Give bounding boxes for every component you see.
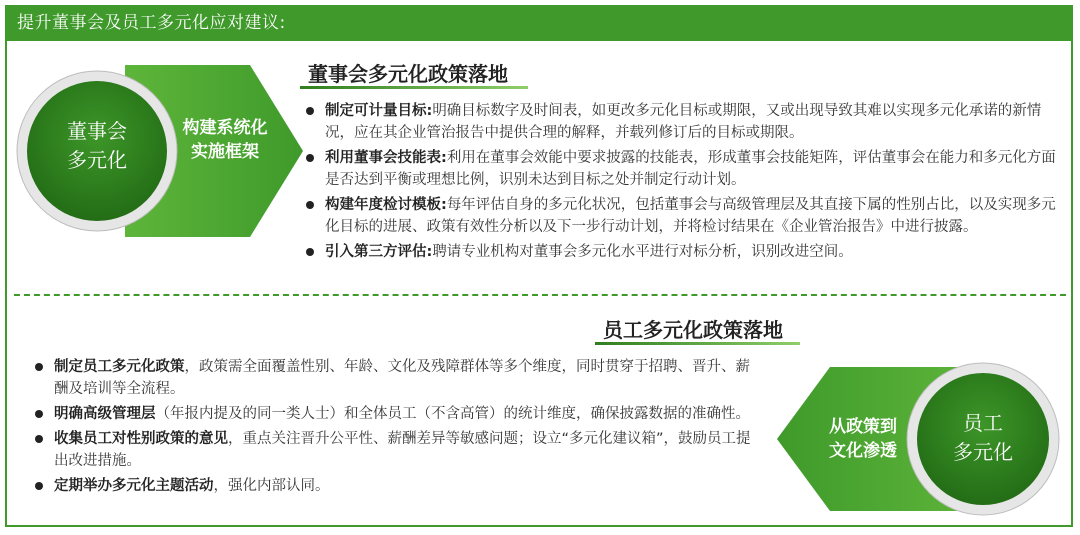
staff-circle-line1: 员工: [963, 411, 1003, 435]
board-circle-label: [57, 117, 137, 175]
staff-bullet-item: 制定员工多元化政策，政策需全面覆盖性别、年龄、文化及残障群体等多个维度，同时贯穿于招聘、晋升、薪酬及培训等全流程。: [32, 356, 757, 400]
staff-title-underline: [595, 342, 800, 345]
staff-arrow-label: [808, 415, 918, 463]
staff-bullet-item: 收集员工对性别政策的意见，重点关注晋升公平性、薪酬差异等敏感问题；设立“多元化建议箱”，鼓励员工提出改进措施。: [32, 428, 757, 472]
board-arrow-label: [170, 116, 280, 164]
board-bullet-list: [303, 100, 1058, 266]
staff-arrow-line1: 从政策到: [829, 417, 897, 437]
board-bullet-item: 构建年度检讨模板:每年评估自身的多元化状况，包括董事会与高级管理层及其直接下属的性别占比，以及实现多元化目标的进展、政策有效性分析以及下一步行动计划，并将检讨结果在《企业管治报告》中进行披露。: [303, 194, 1058, 238]
board-title-underline: [300, 86, 528, 89]
board-circle-line1: 董事会: [67, 119, 127, 143]
board-bullet-item: 利用董事会技能表:利用在董事会效能中要求披露的技能表，形成董事会技能矩阵，评估董事会在能力和多元化方面是否达到平衡或理想比例，识别未达到目标之处并制定行动计划。: [303, 147, 1058, 191]
board-circle-line2: 多元化: [67, 148, 127, 172]
page-header: 提升董事会及员工多元化应对建议:: [5, 5, 1073, 41]
board-arrow-line2: 实施框架: [191, 142, 259, 162]
staff-bullet-list: [32, 356, 757, 500]
board-section-title: 董事会多元化政策落地: [308, 62, 508, 86]
staff-bullet-item: 定期举办多元化主题活动，强化内部认同。: [32, 475, 757, 497]
board-arrow-line1: 构建系统化: [182, 118, 268, 138]
staff-arrow-line2: 文化渗透: [829, 441, 897, 461]
staff-bullet-item: 明确高级管理层（年报内提及的同一类人士）和全体员工（不含高管）的统计维度，确保披露数据的准确性。: [32, 403, 757, 425]
staff-circle-line2: 多元化: [953, 440, 1013, 464]
board-bullet-item: 引入第三方评估:聘请专业机构对董事会多元化水平进行对标分析，识别改进空间。: [303, 241, 1058, 263]
staff-section-title: 员工多元化政策落地: [603, 318, 783, 342]
staff-circle-label: [943, 409, 1023, 467]
section-divider: [14, 294, 1066, 296]
board-bullet-item: 制定可计量目标:明确目标数字及时间表，如更改多元化目标或期限，又或出现导致其难以实现多元化承诺的新情况，应在其企业管治报告中提供合理的解释，并载列修订后的目标或期限。: [303, 100, 1058, 144]
